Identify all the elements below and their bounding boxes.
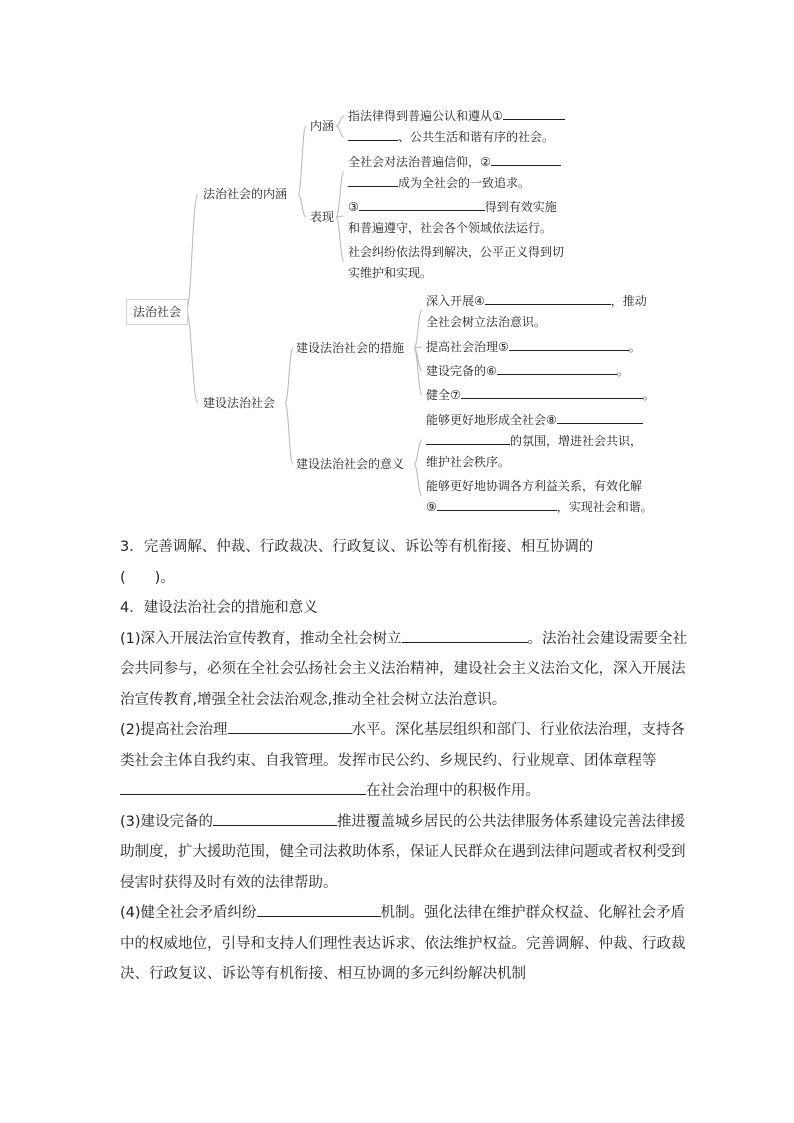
significance-1-line-1 [426,409,643,431]
manifest-item-1-post: 成为全社会的一致追求。 [398,176,531,190]
manifest-item-2-line-2: 和普遍遵守，社会各个领域依法运行。 [348,221,553,235]
item-1-pre: (1)深入开展法治宣传教育，推动全社会树立 [120,630,402,647]
connotation-line-2 [348,126,554,148]
blank-8-cont [426,430,510,445]
blank-3 [359,196,485,211]
measure-2-pre: 提高社会治理⑤ [426,340,509,354]
blank-2 [491,151,561,166]
connotation-text-1: 指法律得到普遍公认和遵从① [348,109,503,123]
item-2-mid: 水平。深化基层组织和部门、行业依法治理，支持各类社会主体自我约束、自我管理。发挥市民公约、乡规民约、行业规章、团体章程等 [120,722,686,769]
item-3-post: 推进覆盖城乡居民的公共法律服务体系建设完善法律援助制度，扩大援助范围，健全司法救助体系，保证人民群众在遇到法律问题或者权利受到侵害时获得及时有效的法律帮助。 [120,813,686,891]
blank-2-cont [348,172,398,187]
fill-blank-3 [120,779,366,795]
connotation-line-1 [348,105,565,127]
question-3-line-2: ( )。 [120,569,175,586]
significance-1-line-3: 维护社会秩序。 [426,455,511,469]
manifest-item-2-pre: ③ [348,200,359,214]
measure-1-line-1 [426,290,647,312]
measure-4-post: 。 [642,388,655,402]
manifest-item-3-line-2: 实维护和实现。 [348,266,433,280]
manifest-item-1-line-1 [348,151,561,173]
blank-4 [485,290,611,305]
body-text [120,532,690,990]
significance-1-pre: 能够更好地形成全社会⑧ [426,413,557,427]
measure-1-post: ，推动 [610,294,647,308]
manifest-item-2-post: 得到有效实施 [484,200,557,214]
manifest-item-1-text: 全社会对法治普遍信仰，② [348,155,491,169]
section-4-item-1 [120,624,690,716]
item-3-pre: (3)建设完备的 [120,813,214,830]
branch-connotation: 法治社会的内涵 [203,187,288,201]
significance-2-pre: ⑨ [426,500,437,514]
blank-6 [497,360,617,375]
section-4-item-2 [120,715,690,807]
blank-7 [461,384,643,399]
measure-4 [426,384,655,406]
measure-2 [426,336,641,358]
blank-5 [509,336,629,351]
fill-blank-2 [228,718,352,734]
measure-4-pre: 健全⑦ [426,388,461,402]
blank-8 [557,409,643,424]
measure-2-post: 。 [628,340,641,354]
connotation-text-2: 、公共生活和谐有序的社会。 [398,130,555,144]
significance-1-post: 的氛围，增进社会共识， [510,434,643,448]
significance-2-line-1: 能够更好地协调各方利益关系，有效化解 [426,479,643,493]
fill-blank-5 [257,901,381,917]
item-1-post: 。法治社会建设需要全社会共同参与，必须在全社会弘扬社会主义法治精神，建设社会主义法治文化，深入开展法治宣传教育,增强全社会法治观念,推动全社会树立法治意识。 [120,630,688,708]
item-2-post: 在社会治理中的积极作用。 [366,783,540,799]
measure-3 [426,360,629,382]
item-4-pre: (4)健全社会矛盾纠纷 [120,905,257,921]
manifest-item-3-line-1: 社会纠纷依法得到解决，公平正义得到切 [348,245,565,259]
fill-blank-1 [402,627,528,643]
measure-1-pre: 深入开展④ [426,294,485,308]
section-4-title: 4．建设法治社会的措施和意义 [120,600,318,616]
blank-1-cont [348,126,398,141]
mind-map [0,0,794,530]
fill-blank-4 [213,810,337,826]
significance-2-post: ，实现社会和谐。 [556,500,653,514]
significance-1-line-2 [426,430,642,452]
item-2-pre: (2)提高社会治理 [120,722,228,738]
branch-build: 建设法治社会 [203,396,276,410]
sub-significance: 建设法治社会的意义 [296,457,405,471]
measure-3-post: 。 [616,364,629,378]
sub-manifestation: 表现 [310,210,335,224]
root-node: 法治社会 [126,299,188,325]
significance-2-line-2 [426,496,653,518]
sub-connotation: 内涵 [310,119,335,133]
section-4-item-3 [120,807,690,899]
item-4-post: 机制。强化法律在维护群众权益、化解社会矛盾中的权威地位，引导和支持人们理性表达诉求、依法维护权益。完善调解、仲裁、行政裁决、行政复议、诉讼等有机衔接、相互协调的多元纠纷解决机制 [120,905,686,982]
question-3-line-1: 3．完善调解、仲裁、行政裁决、行政复议、诉讼等有机衔接、相互协调的 [120,539,594,555]
measure-1-line-2: 全社会树立法治意识。 [426,315,547,329]
blank-9 [437,496,557,511]
manifest-item-2-line-1 [348,196,557,218]
measure-3-pre: 建设完备的⑥ [426,364,497,378]
sub-measures: 建设法治社会的措施 [296,341,405,355]
manifest-item-1-line-2 [348,172,530,194]
blank-1 [503,105,565,120]
section-4-item-4 [120,898,690,990]
